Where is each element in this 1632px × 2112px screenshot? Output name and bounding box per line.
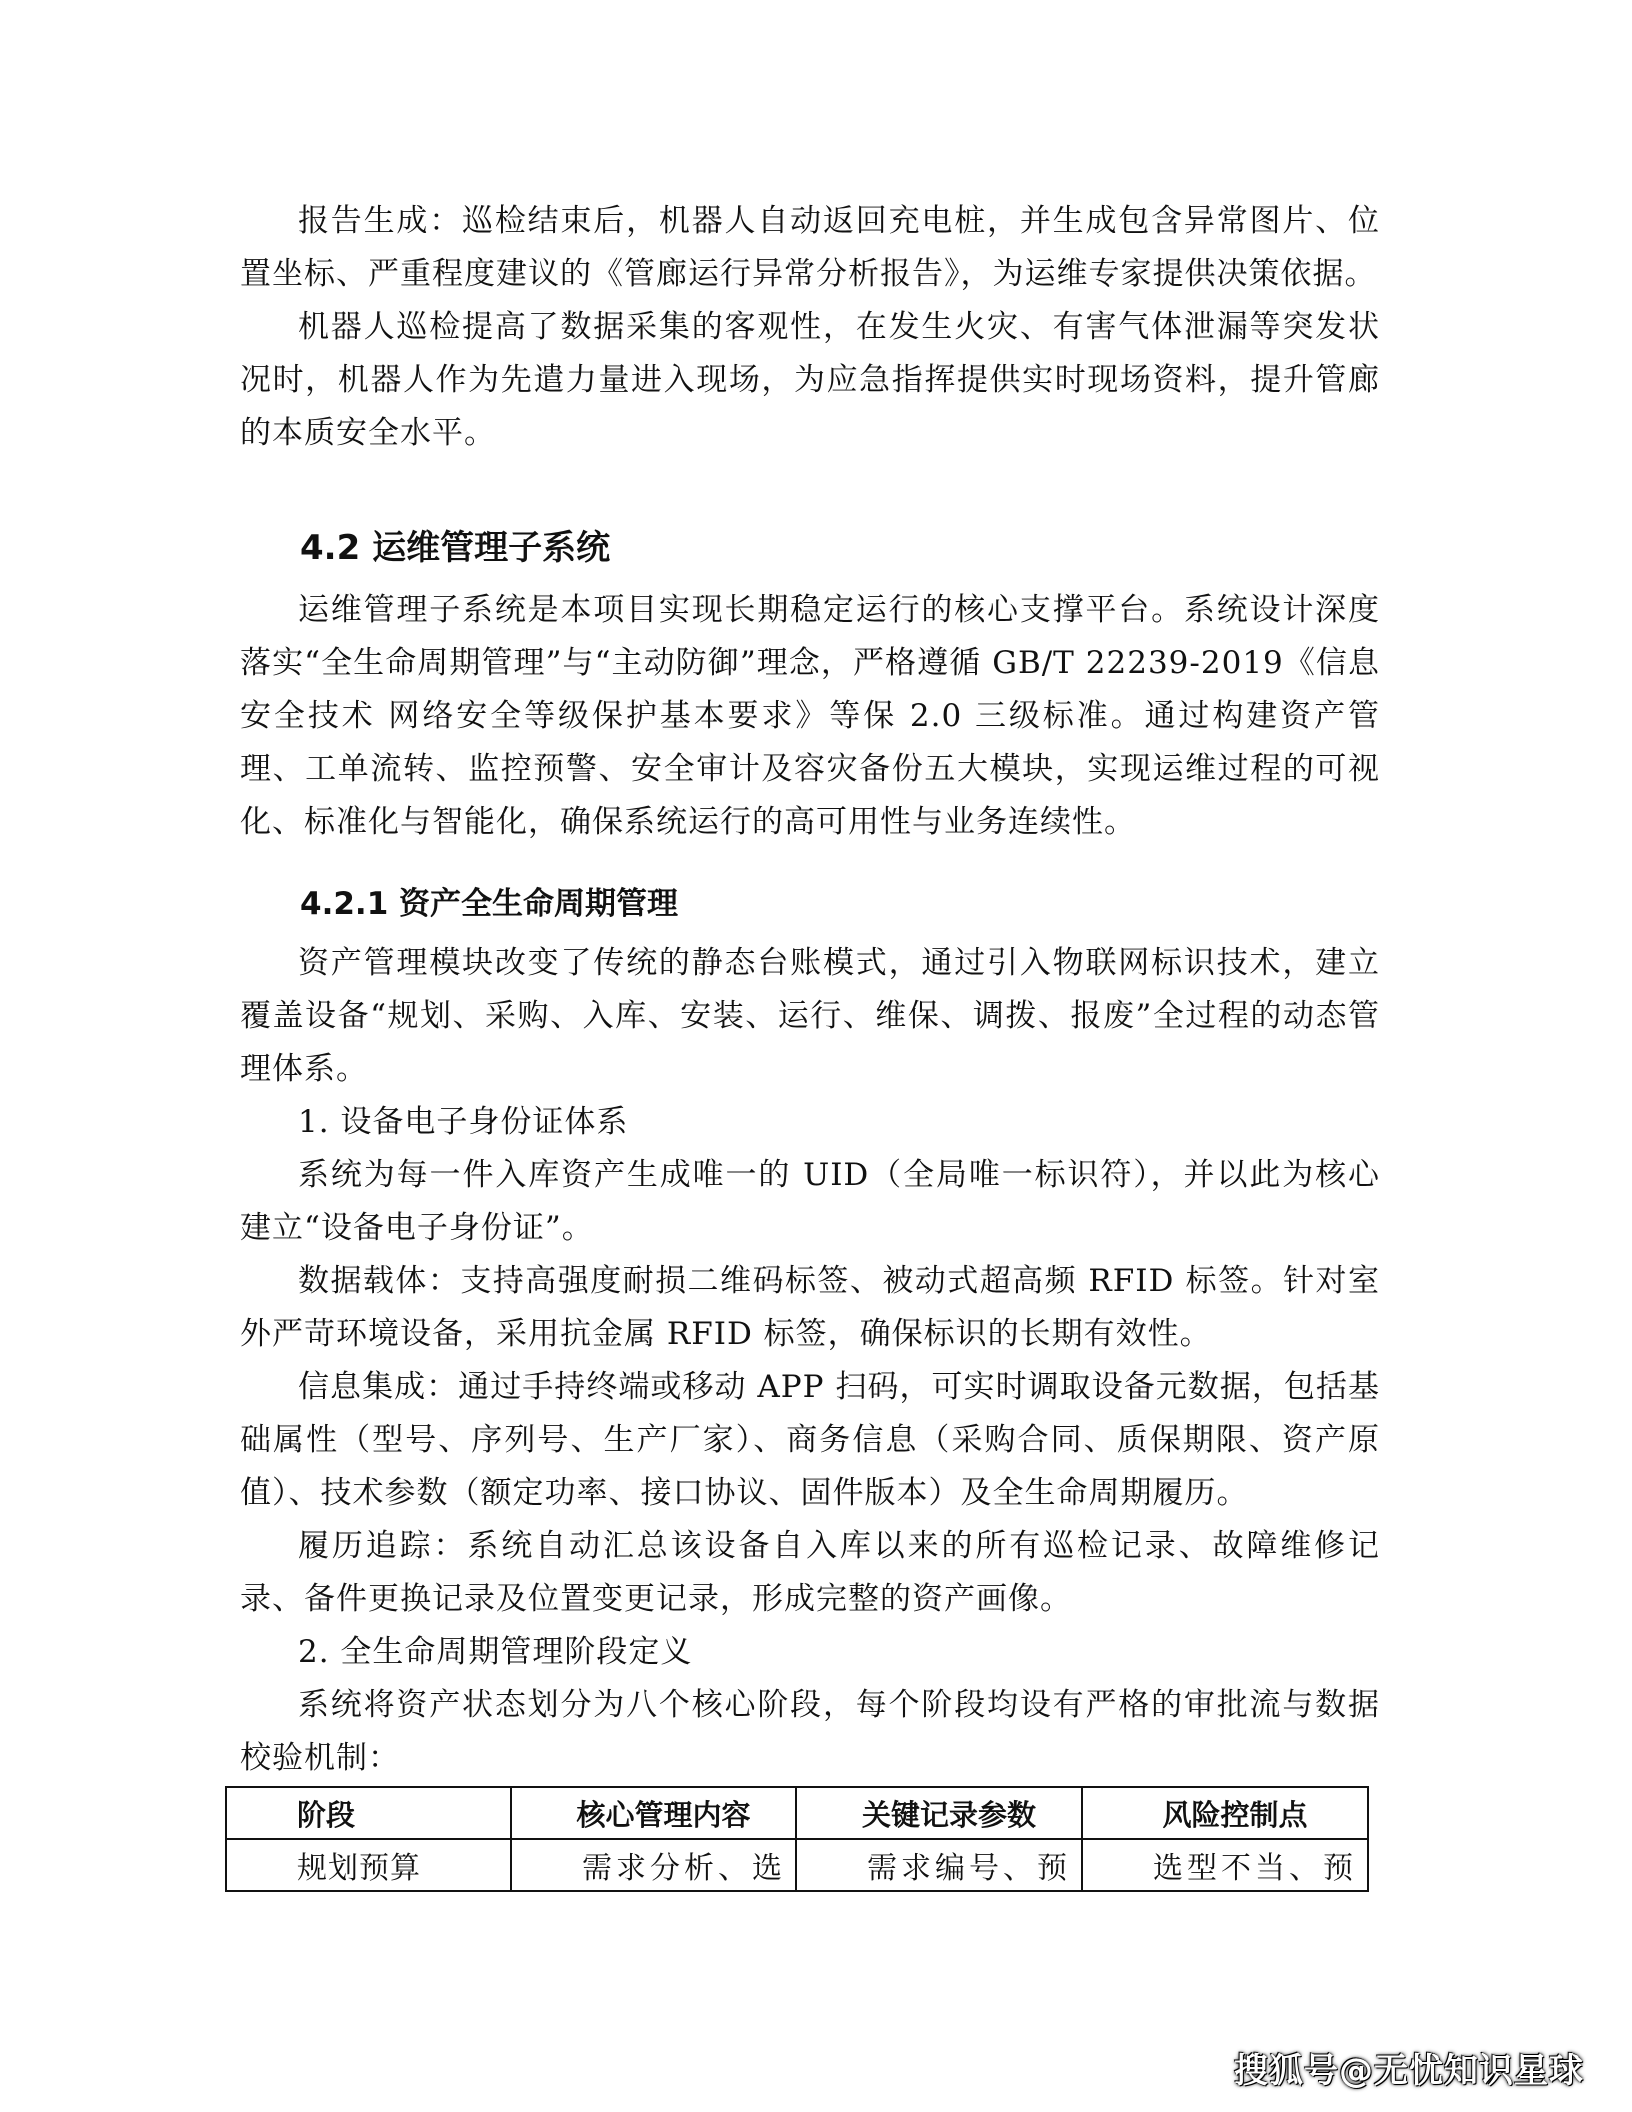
paragraph-data-carrier: 数据载体：支持高强度耐损二维码标签、被动式超高频 RFID 标签。针对室外严苛环境设备，采用抗金属 RFID 标签，确保标识的长期有效性。 — [240, 1263, 1380, 1352]
paragraph-ops-system-intro: 运维管理子系统是本项目实现长期稳定运行的核心支撑平台。系统设计深度落实“全生命周期管理”与“主动防御”理念，严格遵循 GB/T 22239-2019《信息安全技术 网络安全等级保护基本要求》等保 2.0 三级标准。通过构建资产管理、工单流转、监控预警、安全审计及容灾备份五大模块，实现运维过程的可视化、标准化与智能化，确保系统运行的高可用性与业务连续性。 — [240, 592, 1380, 840]
table-header-risk-control: 风险控制点 — [1082, 1787, 1368, 1839]
paragraph-info-integration: 信息集成：通过手持终端或移动 APP 扫码，可实时调取设备元数据，包括基础属性（型号、序列号、生产厂家）、商务信息（采购合同、质保期限、资产原值）、技术参数（额定功率、接口协议、固件版本）及全生命周期履历。 — [240, 1369, 1380, 1511]
table-cell: 规划预算 — [226, 1839, 511, 1891]
paragraph-uid: 系统为每一件入库资产生成唯一的 UID（全局唯一标识符），并以此为核心建立“设备电子身份证”。 — [240, 1157, 1380, 1246]
paragraph-stage-intro: 系统将资产状态划分为八个核心阶段，每个阶段均设有严格的审批流与数据校验机制： — [240, 1687, 1380, 1776]
section-4-2-title: 4.2 运维管理子系统 — [300, 528, 611, 568]
list-item-1-title: 1. 设备电子身份证体系 — [298, 1104, 629, 1140]
table-header-key-params: 关键记录参数 — [796, 1787, 1082, 1839]
table-header-row — [226, 1787, 1368, 1839]
lifecycle-stage-table — [225, 1786, 1369, 1892]
watermark: 搜狐号@无忧知识星球 — [1234, 2051, 1584, 2091]
paragraph-robot-inspection: 机器人巡检提高了数据采集的客观性，在发生火灾、有害气体泄漏等突发状况时，机器人作为先遣力量进入现场，为应急指挥提供实时现场资料，提升管廊的本质安全水平。 — [240, 309, 1380, 451]
table-cell: 需求编号、预 — [796, 1839, 1082, 1891]
paragraph-history-tracking: 履历追踪：系统自动汇总该设备自入库以来的所有巡检记录、故障维修记录、备件更换记录及位置变更记录，形成完整的资产画像。 — [240, 1528, 1380, 1617]
table-header-stage: 阶段 — [226, 1787, 511, 1839]
paragraph-report-generation: 报告生成：巡检结束后，机器人自动返回充电桩，并生成包含异常图片、位置坐标、严重程度建议的《管廊运行异常分析报告》，为运维专家提供决策依据。 — [240, 203, 1380, 292]
section-4-2-1-title: 4.2.1 资产全生命周期管理 — [300, 886, 679, 922]
table-cell: 选型不当、预 — [1082, 1839, 1368, 1891]
table-header-core-content: 核心管理内容 — [511, 1787, 796, 1839]
table-cell: 需求分析、选 — [511, 1839, 796, 1891]
table-row — [226, 1839, 1368, 1891]
paragraph-asset-intro: 资产管理模块改变了传统的静态台账模式，通过引入物联网标识技术，建立覆盖设备“规划、采购、入库、安装、运行、维保、调拨、报废”全过程的动态管理体系。 — [240, 945, 1380, 1087]
list-item-2-title: 2. 全生命周期管理阶段定义 — [298, 1634, 693, 1670]
